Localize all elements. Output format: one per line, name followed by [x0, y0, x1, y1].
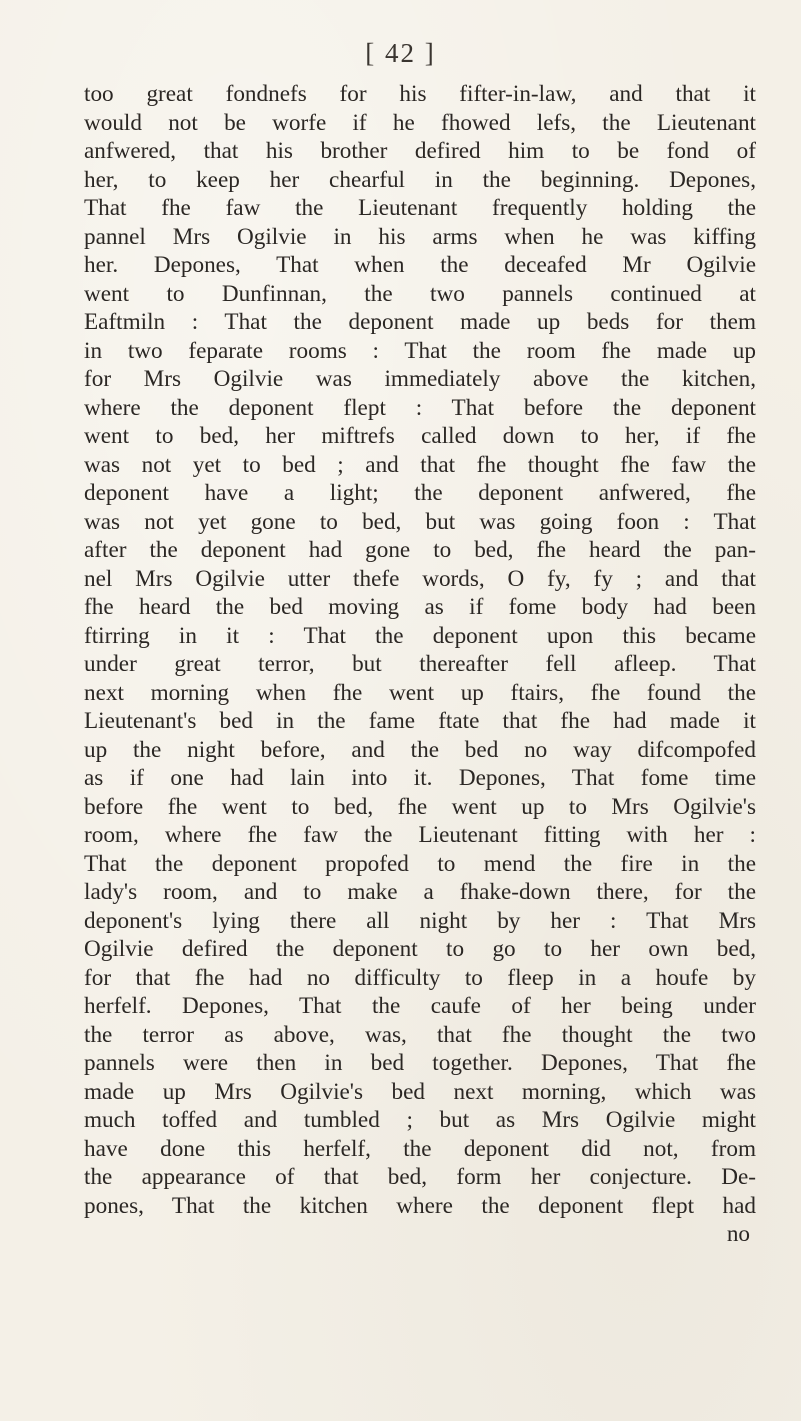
text-line: went to bed, her miftrefs called down to her, if fhe — [84, 423, 756, 449]
text-line: her, to keep her chearful in the beginning. Depones, — [84, 166, 756, 193]
text-line: much toffed and tumbled ; but as Mrs Ogilvie might — [84, 1107, 756, 1133]
text-line: the appearance of that bed, form her conjecture. De- — [84, 1164, 756, 1190]
text-line: ftirring in it : That the deponent upon this became — [84, 622, 756, 649]
text-line: pones, That the kitchen where the deponent flept had — [84, 1192, 756, 1219]
page-number: [ 42 ] — [365, 38, 436, 68]
text-line: Eaftmiln : That the deponent made up beds for them — [84, 309, 756, 335]
text-line: Lieutenant's bed in the fame ftate that fhe had made it — [84, 708, 756, 734]
text-line: went to Dunfinnan, the two pannels continued at — [84, 280, 756, 307]
text-line: would not be worfe if he fhowed lefs, the Lieutenant — [84, 109, 756, 136]
text-line: made up Mrs Ogilvie's bed next morning, which was — [84, 1078, 756, 1105]
catchword: no — [726, 1221, 750, 1247]
text-line: deponent have a light; the deponent anfwered, fhe — [84, 480, 756, 506]
text-line: room, where fhe faw the Lieutenant fitting with her : — [84, 822, 756, 848]
body-text — [84, 80, 756, 1249]
text-line: have done this herfelf, the deponent did not, from — [84, 1135, 756, 1162]
text-line: That the deponent propofed to mend the fire in the — [84, 850, 756, 877]
text-line: was not yet gone to bed, but was going foon : That — [84, 508, 756, 535]
text-line: for that fhe had no difficulty to fleep in a houfe by — [84, 964, 756, 991]
text-line: anfwered, that his brother defired him to be fond of — [84, 138, 756, 164]
text-line: in two feparate rooms : That the room fhe made up — [84, 337, 756, 364]
text-line: nel Mrs Ogilvie utter thefe words, O fy, fy ; and that — [84, 565, 756, 592]
text-line: fhe heard the bed moving as if fome body had been — [84, 594, 756, 620]
text-line: next morning when fhe went up ftairs, fhe found the — [84, 679, 756, 706]
text-line: That fhe faw the Lieutenant frequently holding the — [84, 195, 756, 221]
text-line: deponent's lying there all night by her : That Mrs — [84, 907, 756, 934]
text-line: for Mrs Ogilvie was immediately above the kitchen, — [84, 366, 756, 392]
text-line: too great fondnefs for his fifter-in-law, and that it — [84, 81, 756, 107]
text-line: lady's room, and to make a fhake-down there, for the — [84, 879, 756, 905]
text-line: after the deponent had gone to bed, fhe heard the pan- — [84, 537, 756, 563]
text-line: pannels were then in bed together. Depones, That fhe — [84, 1050, 756, 1076]
text-line: was not yet to bed ; and that fhe thought fhe faw the — [84, 451, 756, 478]
text-line: herfelf. Depones, That the caufe of her being under — [84, 993, 756, 1019]
text-line: where the deponent flept : That before the deponent — [84, 394, 756, 421]
text-line: the terror as above, was, that fhe thought the two — [84, 1021, 756, 1048]
text-line: before fhe went to bed, fhe went up to Mrs Ogilvie's — [84, 793, 756, 820]
text-line: under great terror, but thereafter fell afleep. That — [84, 651, 756, 677]
text-line: her. Depones, That when the deceafed Mr Ogilvie — [84, 252, 756, 278]
text-line: pannel Mrs Ogilvie in his arms when he was kiffing — [84, 223, 756, 250]
text-line: as if one had lain into it. Depones, That fome time — [84, 765, 756, 791]
text-line: Ogilvie defired the deponent to go to her own bed, — [84, 936, 756, 962]
text-line: up the night before, and the bed no way difcompofed — [84, 736, 756, 763]
